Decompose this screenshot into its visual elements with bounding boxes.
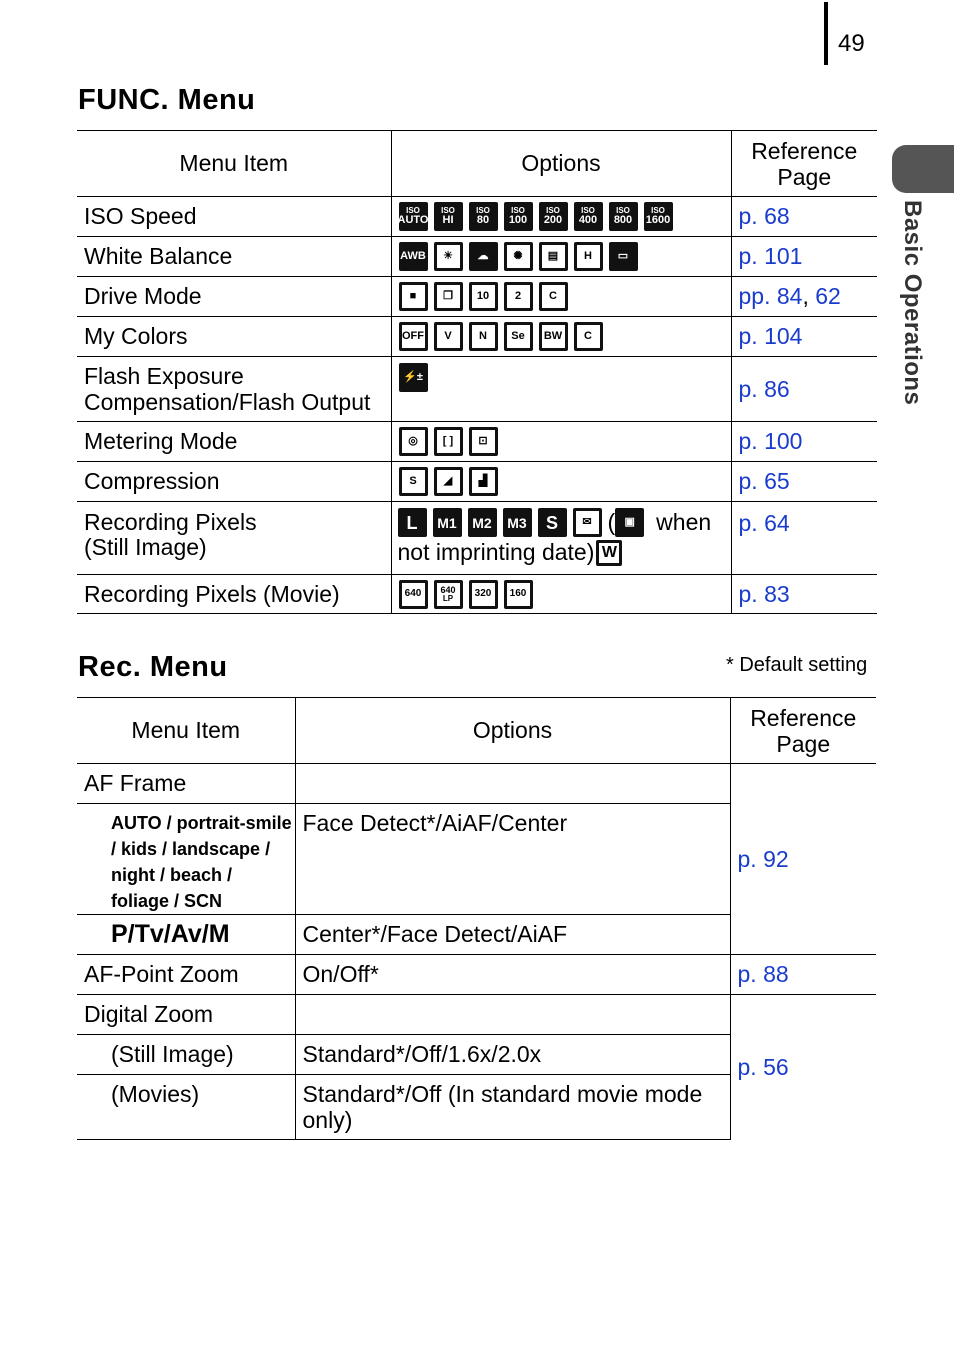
- my-colors-neutral-icon: N: [469, 322, 498, 351]
- shooting-modes-auto: [103, 804, 295, 915]
- self-timer-10-icon: 10: [469, 282, 498, 311]
- table-row: [77, 237, 877, 277]
- sub-item: (Still Image): [103, 1035, 295, 1075]
- flash-compensation-icon: ⚡±: [399, 363, 428, 392]
- menu-item: My Colors: [77, 317, 391, 357]
- options-icons: [391, 237, 731, 277]
- indent-cell: [77, 915, 103, 955]
- menu-item: AF Frame: [77, 764, 295, 804]
- digital-zoom-option: Standard*/Off/1.6x/2.0x: [295, 1035, 730, 1075]
- reference-link[interactable]: p. 104: [731, 317, 877, 357]
- table-header-row: [77, 131, 877, 197]
- table-row: [77, 764, 876, 804]
- movie-320-icon: 320: [469, 580, 498, 609]
- reference-link[interactable]: p. 83: [731, 575, 877, 614]
- size-m3-icon: M3: [503, 508, 532, 537]
- table-row: [77, 955, 876, 995]
- table-row: [77, 575, 877, 614]
- reference-link[interactable]: p. 86: [731, 357, 877, 422]
- when-text: when: [656, 509, 712, 535]
- header-reference-page: Reference Page: [730, 698, 876, 764]
- fluorescent-icon: ▤: [539, 242, 568, 271]
- options-icons: [391, 575, 731, 614]
- reference-link[interactable]: p. 88: [730, 955, 876, 995]
- page-number: 49: [838, 30, 865, 57]
- menu-item: Recording Pixels (Still Image): [77, 502, 391, 575]
- iso-800-icon: ISO 800: [609, 202, 638, 231]
- size-large-icon: L: [398, 508, 427, 537]
- iso-200-icon: ISO 200: [539, 202, 568, 231]
- options-empty: [295, 764, 730, 804]
- table-header-row: [77, 698, 876, 764]
- spot-metering-icon: ⊡: [469, 427, 498, 456]
- iso-80-icon: ISO 80: [469, 202, 498, 231]
- iso-1600-icon: ISO 1600: [644, 202, 673, 231]
- reference-link[interactable]: pp. 84, 62: [731, 277, 877, 317]
- header-options: Options: [295, 698, 730, 764]
- options-icons: [391, 277, 731, 317]
- reference-link[interactable]: p. 92: [730, 764, 876, 955]
- table-row: [77, 462, 877, 502]
- rec-menu-title: Rec. Menu: [78, 651, 228, 683]
- reference-link[interactable]: p. 64: [731, 502, 877, 575]
- func-menu-title: FUNC. Menu: [78, 84, 256, 116]
- cloudy-icon: ☁: [469, 242, 498, 271]
- menu-item: AF-Point Zoom: [77, 955, 295, 995]
- default-setting-note: * Default setting: [726, 654, 868, 676]
- table-row: [77, 422, 877, 462]
- iso-hi-icon: ISO HI: [434, 202, 463, 231]
- options-icons: [391, 197, 731, 237]
- mode-icons-line2: night / beach / foliage / SCN: [111, 865, 233, 911]
- side-tab: [892, 145, 954, 193]
- shooting-modes-pasm: P/Tv/Av/M: [103, 915, 295, 955]
- header-menu-item: Menu Item: [77, 698, 295, 764]
- menu-item: Flash Exposure Compensation/Flash Output: [77, 357, 391, 422]
- custom-timer-icon: C: [539, 282, 568, 311]
- widescreen-icon: W: [596, 540, 622, 566]
- my-colors-bw-icon: BW: [539, 322, 568, 351]
- page-divider: [824, 2, 828, 65]
- iso-400-icon: ISO 400: [574, 202, 603, 231]
- options-icons: [391, 357, 731, 422]
- af-frame-option: Center*/Face Detect/AiAF: [295, 915, 730, 955]
- evaluative-metering-icon: ◎: [399, 427, 428, 456]
- menu-item: Digital Zoom: [77, 995, 295, 1035]
- my-colors-sepia-icon: Se: [504, 322, 533, 351]
- menu-item: White Balance: [77, 237, 391, 277]
- af-frame-option: Face Detect*/AiAF/Center: [295, 804, 730, 915]
- superfine-icon: S: [399, 467, 428, 496]
- digital-zoom-option: Standard*/Off (In standard movie mode only): [295, 1075, 730, 1140]
- sub-item: (Movies): [103, 1075, 295, 1140]
- reference-link[interactable]: p. 68: [731, 197, 877, 237]
- size-m1-icon: M1: [433, 508, 462, 537]
- table-row: [77, 317, 877, 357]
- postcard-icon: ✉: [573, 508, 602, 537]
- date-stamp-icon: ▣: [615, 508, 644, 537]
- center-weighted-metering-icon: [ ]: [434, 427, 463, 456]
- reference-link[interactable]: p. 56: [730, 995, 876, 1140]
- my-colors-off-icon: OFF: [399, 322, 428, 351]
- menu-item: ISO Speed: [77, 197, 391, 237]
- options-empty: [295, 995, 730, 1035]
- options-icons: [391, 422, 731, 462]
- paren-open: (: [607, 509, 616, 535]
- header-reference-page: Reference Page: [731, 131, 877, 197]
- header-menu-item: Menu Item: [77, 131, 391, 197]
- table-row: [77, 357, 877, 422]
- daylight-icon: ☀: [434, 242, 463, 271]
- my-colors-custom-icon: C: [574, 322, 603, 351]
- indent-cell: [77, 804, 103, 915]
- header-options: Options: [391, 131, 731, 197]
- options-icons: [391, 502, 731, 575]
- continuous-icon: ❐: [434, 282, 463, 311]
- normal-icon: ▟: [469, 467, 498, 496]
- iso-100-icon: ISO 100: [504, 202, 533, 231]
- reference-link[interactable]: p. 65: [731, 462, 877, 502]
- options-icons: [391, 462, 731, 502]
- self-timer-2-icon: 2: [504, 282, 533, 311]
- reference-link[interactable]: p. 101: [731, 237, 877, 277]
- options-icons: [391, 317, 731, 357]
- movie-640-icon: 640: [399, 580, 428, 609]
- indent-cell: [77, 1035, 103, 1075]
- single-shot-icon: ■: [399, 282, 428, 311]
- side-tab-label: Basic Operations: [899, 200, 926, 406]
- menu-item: Metering Mode: [77, 422, 391, 462]
- func-menu-table: [77, 130, 877, 614]
- table-row: [77, 502, 877, 575]
- mode-icons-line1: AUTO / portrait-smile / kids / landscape /: [111, 813, 292, 859]
- custom-wb-icon: ▭: [609, 242, 638, 271]
- table-row: [77, 197, 877, 237]
- menu-item: Compression: [77, 462, 391, 502]
- af-point-zoom-option: On/Off*: [295, 955, 730, 995]
- fine-icon: ◢: [434, 467, 463, 496]
- fluorescent-h-icon: H: [574, 242, 603, 271]
- awb-icon: AWB: [399, 242, 428, 271]
- table-row: [77, 995, 876, 1035]
- size-small-icon: S: [538, 508, 567, 537]
- reference-link[interactable]: p. 100: [731, 422, 877, 462]
- my-colors-vivid-icon: V: [434, 322, 463, 351]
- rec-menu-table: [77, 697, 876, 1140]
- not-imprinting-text: not imprinting date): [397, 539, 595, 565]
- indent-cell: [77, 1075, 103, 1140]
- iso-auto-icon: ISO AUTO: [399, 202, 428, 231]
- movie-640-lp-icon: 640 LP: [434, 580, 463, 609]
- tungsten-icon: ✺: [504, 242, 533, 271]
- menu-item: Recording Pixels (Movie): [77, 575, 391, 614]
- movie-160-icon: 160: [504, 580, 533, 609]
- table-row: [77, 277, 877, 317]
- size-m2-icon: M2: [468, 508, 497, 537]
- menu-item: Drive Mode: [77, 277, 391, 317]
